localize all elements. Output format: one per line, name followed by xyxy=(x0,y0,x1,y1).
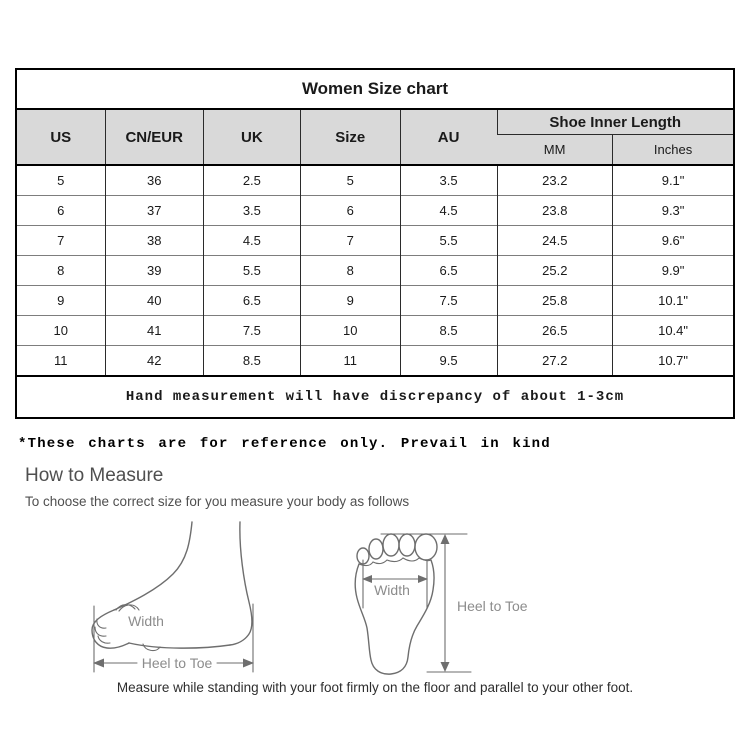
cell-inches: 9.3" xyxy=(613,196,734,226)
table-note-row xyxy=(16,376,734,418)
cell-mm: 26.5 xyxy=(497,316,613,346)
cell-size: 10 xyxy=(300,316,400,346)
cell-us: 8 xyxy=(16,256,105,286)
cell-inches: 10.1" xyxy=(613,286,734,316)
width-label: Width xyxy=(128,613,164,629)
cell-mm: 23.8 xyxy=(497,196,613,226)
foot-side-view-diagram xyxy=(88,520,266,678)
cell-inches: 9.6" xyxy=(613,226,734,256)
cell-us: 9 xyxy=(16,286,105,316)
cell-mm: 23.2 xyxy=(497,165,613,196)
cell-size: 7 xyxy=(300,226,400,256)
heel-to-toe-label: Heel to Toe xyxy=(141,655,213,671)
table-row xyxy=(16,226,734,256)
table-title-row xyxy=(16,69,734,109)
measurement-discrepancy-note: Hand measurement will have discrepancy of about 1-3cm xyxy=(16,376,734,418)
how-to-measure-heading: How to Measure xyxy=(25,465,164,486)
cell-mm: 25.2 xyxy=(497,256,613,286)
table-row xyxy=(16,286,734,316)
cell-inches: 9.9" xyxy=(613,256,734,286)
cell-cn-eur: 42 xyxy=(105,346,203,377)
cell-au: 4.5 xyxy=(400,196,497,226)
heel-to-toe-label: Heel to Toe xyxy=(457,598,528,614)
cell-mm: 25.8 xyxy=(497,286,613,316)
cell-us: 11 xyxy=(16,346,105,377)
cell-cn-eur: 39 xyxy=(105,256,203,286)
women-size-chart-table xyxy=(15,68,735,419)
header-row xyxy=(16,109,734,135)
foot-sole-view-diagram xyxy=(345,524,550,680)
cell-uk: 6.5 xyxy=(203,286,300,316)
col-header-cn-eur: CN/EUR xyxy=(105,109,203,165)
cell-size: 5 xyxy=(300,165,400,196)
cell-uk: 5.5 xyxy=(203,256,300,286)
table-row xyxy=(16,346,734,377)
cell-cn-eur: 36 xyxy=(105,165,203,196)
col-header-uk: UK xyxy=(203,109,300,165)
cell-uk: 3.5 xyxy=(203,196,300,226)
cell-cn-eur: 38 xyxy=(105,226,203,256)
table-row xyxy=(16,316,734,346)
col-header-us: US xyxy=(16,109,105,165)
reference-disclaimer: *These charts are for reference only. Prevail in kind xyxy=(18,436,551,452)
table-row xyxy=(16,165,734,196)
cell-size: 8 xyxy=(300,256,400,286)
cell-mm: 24.5 xyxy=(497,226,613,256)
col-header-size: Size xyxy=(300,109,400,165)
table-title: Women Size chart xyxy=(16,69,734,109)
cell-size: 9 xyxy=(300,286,400,316)
cell-uk: 7.5 xyxy=(203,316,300,346)
cell-inches: 10.4" xyxy=(613,316,734,346)
how-to-measure-intro: To choose the correct size for you measure your body as follows xyxy=(25,494,410,509)
measure-instruction-caption: Measure while standing with your foot firmly on the floor and parallel to your other foot. xyxy=(116,680,634,695)
cell-au: 9.5 xyxy=(400,346,497,377)
cell-au: 6.5 xyxy=(400,256,497,286)
cell-uk: 4.5 xyxy=(203,226,300,256)
cell-mm: 27.2 xyxy=(497,346,613,377)
width-label: Width xyxy=(374,582,410,598)
cell-inches: 9.1" xyxy=(613,165,734,196)
cell-au: 3.5 xyxy=(400,165,497,196)
table-row xyxy=(16,196,734,226)
sub-header-mm: MM xyxy=(497,135,613,166)
sub-header-inches: Inches xyxy=(613,135,734,166)
foot-sole-outline xyxy=(355,534,437,674)
cell-us: 5 xyxy=(16,165,105,196)
cell-cn-eur: 40 xyxy=(105,286,203,316)
cell-size: 11 xyxy=(300,346,400,377)
cell-au: 5.5 xyxy=(400,226,497,256)
foot-side-outline xyxy=(92,522,252,651)
cell-cn-eur: 37 xyxy=(105,196,203,226)
col-header-au: AU xyxy=(400,109,497,165)
cell-cn-eur: 41 xyxy=(105,316,203,346)
cell-uk: 2.5 xyxy=(203,165,300,196)
cell-us: 10 xyxy=(16,316,105,346)
table-row xyxy=(16,256,734,286)
cell-size: 6 xyxy=(300,196,400,226)
col-header-shoe-inner-length: Shoe Inner Length xyxy=(497,109,734,135)
cell-inches: 10.7" xyxy=(613,346,734,377)
cell-us: 7 xyxy=(16,226,105,256)
cell-au: 7.5 xyxy=(400,286,497,316)
cell-uk: 8.5 xyxy=(203,346,300,377)
cell-au: 8.5 xyxy=(400,316,497,346)
cell-us: 6 xyxy=(16,196,105,226)
